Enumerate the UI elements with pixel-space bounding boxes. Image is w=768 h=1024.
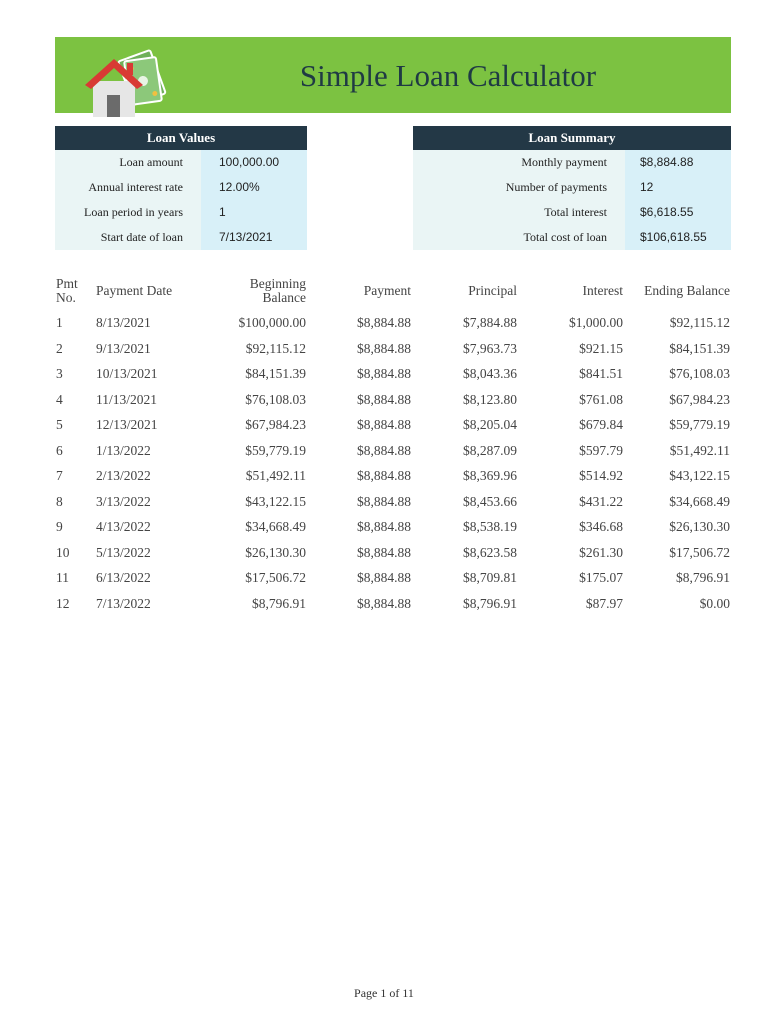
beginning-balance-cell: $17,506.72 [245, 570, 306, 585]
principal-cell: $8,043.36 [463, 366, 517, 381]
interest-cell: $841.51 [579, 366, 623, 381]
pmt-no-cell: 2 [56, 340, 63, 356]
principal-cell: $8,796.91 [463, 595, 517, 611]
payment-date-header: Payment Date [96, 283, 173, 298]
pmt-no-cell: 4 [56, 391, 63, 407]
payment-cell: $8,884.88 [357, 544, 411, 560]
beginning-balance-cell: $59,779.19 [245, 442, 306, 458]
pmt-no-cell: 1 [56, 315, 63, 330]
ending-balance-cell: $84,151.39 [669, 340, 730, 356]
table-row [55, 412, 731, 438]
beginning-balance-cell: $100,000.00 [238, 315, 306, 330]
beginning-balance-cell: $26,130.30 [245, 544, 306, 560]
table-row [55, 540, 731, 566]
principal-cell: $8,623.58 [463, 544, 517, 560]
payment-date-cell: 2/13/2022 [96, 468, 151, 483]
principal-cell: $8,369.96 [463, 468, 517, 483]
payment-cell: $8,884.88 [357, 442, 411, 458]
ending-balance-cell: $0.00 [699, 595, 730, 611]
table-row [55, 310, 731, 336]
interest-cell: $1,000.00 [569, 315, 623, 330]
principal-cell: $8,287.09 [463, 442, 517, 458]
interest-cell: $761.08 [579, 391, 623, 407]
loan-values-row [55, 225, 307, 250]
payment-cell: $8,884.88 [357, 417, 411, 432]
principal-cell: $8,709.81 [463, 570, 517, 585]
interest-rate-label: Annual interest rate [55, 175, 201, 200]
pmt-no-cell: 11 [56, 570, 69, 585]
payment-cell: $8,884.88 [357, 468, 411, 483]
ending-balance-cell: $67,984.23 [669, 391, 730, 407]
ending-balance-cell: $59,779.19 [669, 417, 730, 432]
payment-date-cell: 11/13/2021 [96, 391, 158, 407]
loan-values-row [55, 200, 307, 225]
table-row [55, 591, 731, 617]
pmt-no-cell: 7 [56, 468, 63, 483]
table-row [55, 336, 731, 362]
principal-cell: $7,884.88 [463, 315, 517, 330]
amortization-schedule [55, 274, 731, 616]
payment-date-cell: 12/13/2021 [96, 417, 158, 432]
ending-balance-cell: $8,796.91 [676, 570, 730, 585]
payment-date-cell: 4/13/2022 [96, 519, 151, 534]
loan-period-value[interactable]: 1 [201, 200, 307, 225]
total-cost-value: $106,618.55 [625, 225, 731, 250]
pmt-no-header-line2: No. [56, 290, 76, 305]
pmt-no-cell: 3 [56, 366, 63, 381]
payment-date-cell: 7/13/2022 [96, 595, 151, 611]
loan-summary-row [413, 225, 731, 250]
payment-date-cell: 5/13/2022 [96, 544, 151, 560]
ending-balance-cell: $17,506.72 [669, 544, 730, 560]
pmt-no-cell: 8 [56, 493, 63, 509]
table-row [55, 438, 731, 464]
payment-cell: $8,884.88 [357, 366, 411, 381]
table-row [55, 489, 731, 515]
title-banner [55, 37, 731, 113]
pmt-no-cell: 6 [56, 442, 63, 458]
interest-rate-value[interactable]: 12.00% [201, 175, 307, 200]
payment-date-cell: 1/13/2022 [96, 442, 151, 458]
loan-summary-row [413, 175, 731, 200]
ending-balance-cell: $51,492.11 [669, 442, 730, 458]
interest-cell: $346.68 [579, 519, 623, 534]
pmt-no-header [56, 277, 78, 305]
pmt-no-cell: 9 [56, 519, 63, 534]
payment-date-cell: 10/13/2021 [96, 366, 158, 381]
monthly-payment-label: Monthly payment [413, 150, 625, 175]
loan-summary-panel [413, 126, 731, 250]
page-footer: Page 1 of 11 [354, 986, 414, 1000]
table-row [55, 387, 731, 413]
loan-values-row [55, 175, 307, 200]
ending-balance-header: Ending Balance [644, 283, 730, 298]
principal-cell: $7,963.73 [463, 340, 517, 356]
principal-cell: $8,453.66 [463, 493, 517, 509]
payment-cell: $8,884.88 [357, 519, 411, 534]
loan-amount-value[interactable]: 100,000.00 [201, 150, 307, 175]
pmt-no-cell: 5 [56, 417, 63, 432]
table-row [55, 514, 731, 540]
number-of-payments-label: Number of payments [413, 175, 625, 200]
beginning-balance-cell: $43,122.15 [245, 493, 306, 509]
number-of-payments-value: 12 [625, 175, 731, 200]
payment-cell: $8,884.88 [357, 595, 411, 611]
principal-cell: $8,123.80 [463, 391, 517, 407]
monthly-payment-value: $8,884.88 [625, 150, 731, 175]
interest-cell: $87.97 [585, 595, 623, 611]
beginning-balance-cell: $51,492.11 [245, 468, 306, 483]
page-title: Simple Loan Calculator [299, 58, 597, 93]
interest-cell: $514.92 [579, 468, 623, 483]
beginning-balance-cell: $34,668.49 [245, 519, 306, 534]
payment-date-cell: 8/13/2021 [96, 315, 151, 330]
loan-values-panel [55, 126, 307, 250]
payment-date-cell: 6/13/2022 [96, 570, 151, 585]
payment-header: Payment [363, 283, 411, 298]
loan-summary-header: Loan Summary [413, 126, 731, 150]
interest-cell: $597.79 [579, 442, 623, 458]
ending-balance-cell: $26,130.30 [669, 519, 730, 534]
interest-cell: $261.30 [579, 544, 623, 560]
ending-balance-cell: $43,122.15 [669, 468, 730, 483]
ending-balance-cell: $92,115.12 [669, 315, 730, 330]
payment-cell: $8,884.88 [357, 391, 411, 407]
beginning-balance-cell: $67,984.23 [245, 417, 306, 432]
start-date-label: Start date of loan [55, 225, 201, 250]
beginning-balance-header [250, 277, 306, 305]
payment-date-cell: 3/13/2022 [96, 493, 151, 509]
beginning-balance-cell: $8,796.91 [252, 595, 306, 611]
ending-balance-cell: $34,668.49 [669, 493, 730, 509]
table-row [55, 361, 731, 387]
payment-cell: $8,884.88 [357, 493, 411, 509]
loan-values-header: Loan Values [55, 126, 307, 150]
interest-cell: $175.07 [579, 570, 623, 585]
payment-date-cell: 9/13/2021 [96, 340, 151, 356]
schedule-body [55, 310, 731, 616]
start-date-value[interactable]: 7/13/2021 [201, 225, 307, 250]
beginning-balance-cell: $84,151.39 [245, 366, 306, 381]
total-cost-label: Total cost of loan [413, 225, 625, 250]
interest-header: Interest [582, 283, 623, 298]
table-row [55, 463, 731, 489]
payment-cell: $8,884.88 [357, 315, 411, 330]
beginning-balance-cell: $92,115.12 [245, 340, 306, 356]
beginning-balance-header-line2: Balance [262, 290, 306, 305]
principal-header: Principal [468, 283, 517, 298]
pmt-no-cell: 10 [56, 544, 70, 560]
ending-balance-cell: $76,108.03 [669, 366, 730, 381]
loan-summary-row [413, 150, 731, 175]
payment-cell: $8,884.88 [357, 340, 411, 356]
principal-cell: $8,538.19 [463, 519, 517, 534]
total-interest-value: $6,618.55 [625, 200, 731, 225]
interest-cell: $921.15 [579, 340, 623, 356]
beginning-balance-header-line1: Beginning [249, 276, 306, 291]
loan-values-row [55, 150, 307, 175]
table-row [55, 565, 731, 591]
loan-amount-label: Loan amount [55, 150, 201, 175]
principal-cell: $8,205.04 [463, 417, 517, 432]
interest-cell: $679.84 [579, 417, 623, 432]
pmt-no-header-line1: Pmt [56, 276, 78, 291]
loan-period-label: Loan period in years [55, 200, 201, 225]
pmt-no-cell: 12 [56, 595, 70, 611]
beginning-balance-cell: $76,108.03 [245, 391, 306, 407]
payment-cell: $8,884.88 [357, 570, 411, 585]
loan-summary-row [413, 200, 731, 225]
schedule-header-row [55, 274, 731, 310]
total-interest-label: Total interest [413, 200, 625, 225]
interest-cell: $431.22 [579, 493, 623, 509]
